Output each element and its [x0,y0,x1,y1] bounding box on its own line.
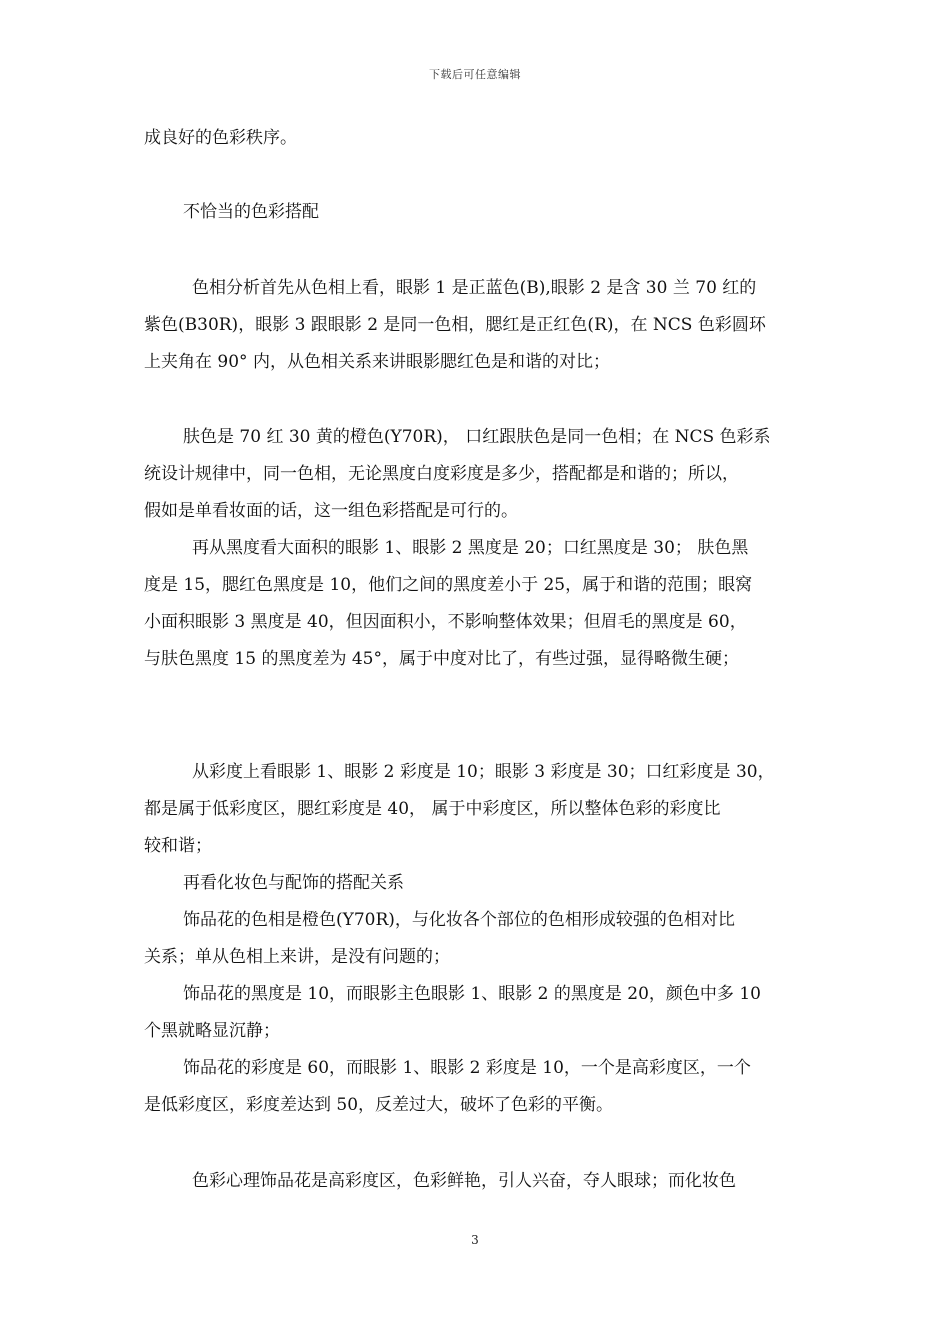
text-line: 小面积眼影 3 黑度是 40，但因面积小，不影响整体效果；但眉毛的黑度是 60， [144,612,747,632]
text-line: 色相分析首先从色相上看，眼影 1 是正蓝色(B),眼影 2 是含 30 兰 70 红的 [192,278,757,298]
page-header-note: 下载后可任意编辑 [429,68,521,81]
text-line: 再从黑度看大面积的眼影 1、眼影 2 黑度是 20；口红黑度是 30； 肤色黑 [192,538,749,558]
text-line: 度是 15，腮红色黑度是 10，他们之间的黑度差小于 25，属于和谐的范围；眼窝 [144,575,753,595]
text-line: 是低彩度区，彩度差达到 50，反差过大，破坏了色彩的平衡。 [144,1095,614,1115]
text-line: 个黑就略显沉静； [144,1021,280,1041]
text-line: 较和谐； [144,836,212,856]
text-line: 饰品花的彩度是 60，而眼影 1、眼影 2 彩度是 10，一个是高彩度区，一个 [183,1058,751,1078]
text-line: 饰品花的色相是橙色(Y70R)，与化妆各个部位的色相形成较强的色相对比 [183,910,735,930]
text-line: 色彩心理饰品花是高彩度区，色彩鲜艳，引人兴奋，夺人眼球；而化妆色 [192,1171,736,1191]
text-line: 饰品花的黑度是 10，而眼影主色眼影 1、眼影 2 的黑度是 20，颜色中多 10 [183,984,761,1004]
text-line: 关系；单从色相上来讲，是没有问题的； [144,947,450,967]
text-line: 统设计规律中，同一色相，无论黑度白度彩度是多少，搭配都是和谐的；所以， [144,464,739,484]
section-heading: 再看化妆色与配饰的搭配关系 [183,873,404,893]
text-line: 上夹角在 90° 内，从色相关系来讲眼影腮红色是和谐的对比； [144,352,610,372]
text-line: 假如是单看妆面的话，这一组色彩搭配是可行的。 [144,501,518,521]
page-number: 3 [471,1233,479,1247]
text-line: 肤色是 70 红 30 黄的橙色(Y70R)， 口红跟肤色是同一色相；在 NCS 色彩系 [183,427,771,447]
text-line: 与肤色黑度 15 的黑度差为 45°，属于中度对比了，有些过强，显得略微生硬； [144,649,739,669]
text-line: 成良好的色彩秩序。 [144,128,297,148]
text-line: 从彩度上看眼影 1、眼影 2 彩度是 10；眼影 3 彩度是 30；口红彩度是 30， [192,762,775,782]
text-line: 都是属于低彩度区，腮红彩度是 40， 属于中彩度区，所以整体色彩的彩度比 [144,799,721,819]
section-heading: 不恰当的色彩搭配 [183,202,319,222]
text-line: 紫色(B30R)，眼影 3 跟眼影 2 是同一色相，腮红是正红色(R)，在 NCS 色彩圆环 [144,315,766,335]
